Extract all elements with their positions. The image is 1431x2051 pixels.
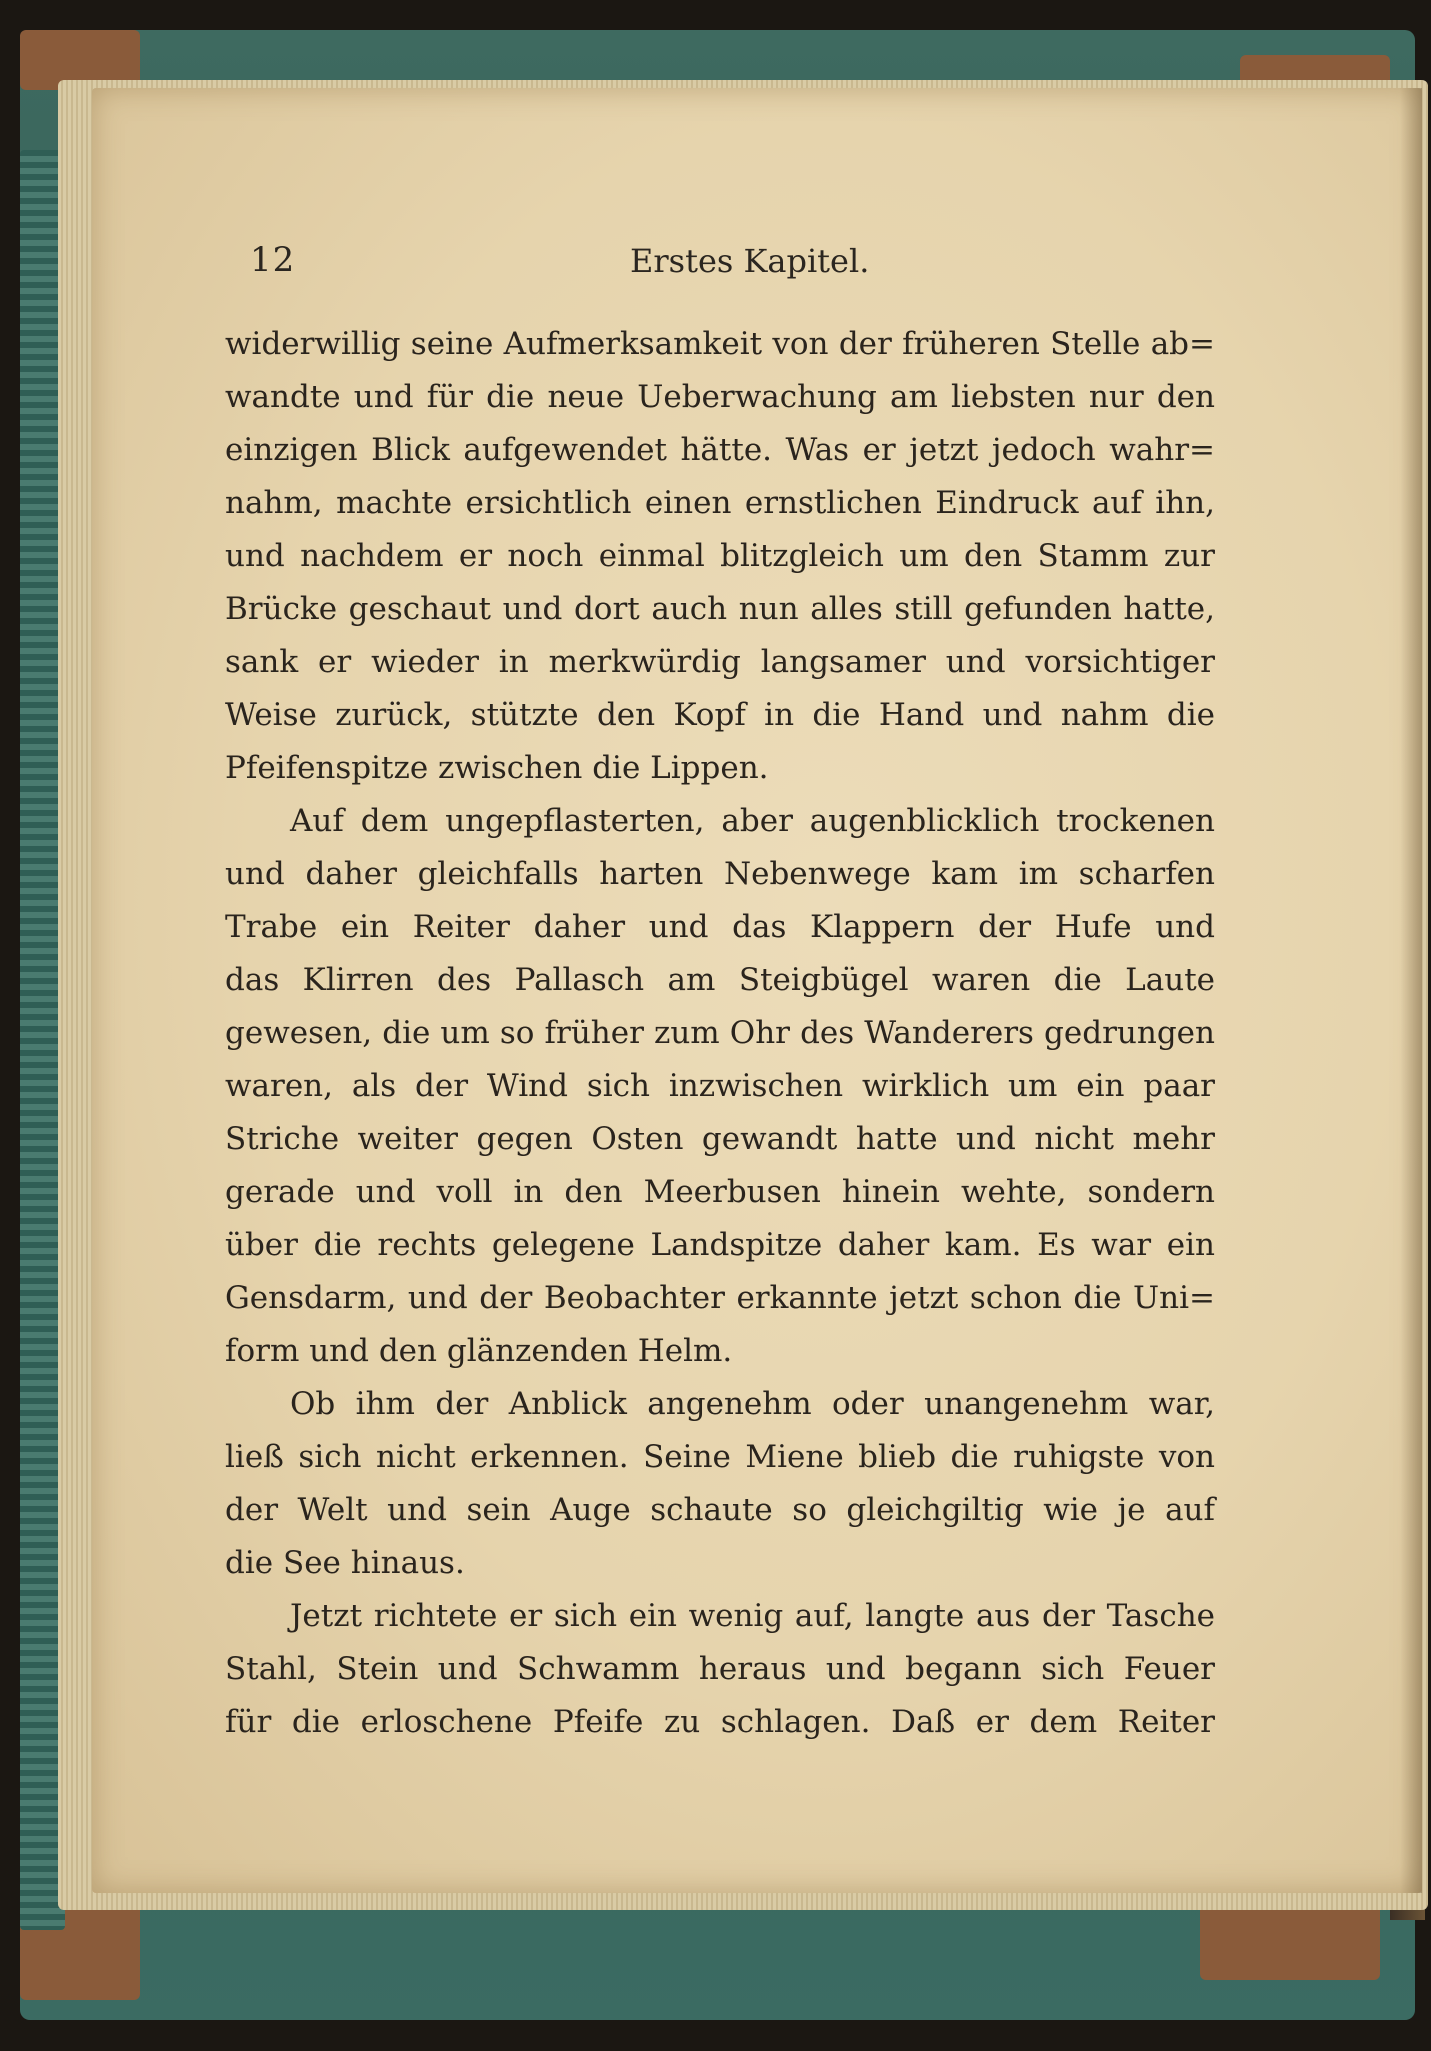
text-line: sank er wieder in merkwürdig langsamer und vorsichtiger [225, 644, 1215, 680]
text-line: gewesen, die um so früher zum Ohr des Wanderers gedrungen [225, 1015, 1215, 1051]
text-line: das Klirren des Pallasch am Steigbügel waren die Laute [225, 962, 1215, 998]
text-line: Pfeifenspitze zwischen die Lippen. [225, 750, 769, 786]
text-line: die See hinaus. [225, 1545, 465, 1581]
text-line: und nachdem er noch einmal blitzgleich um den Stamm zur [225, 538, 1215, 574]
text-line: Gensdarm, und der Beobachter erkannte jetzt schon die Uni= [225, 1280, 1215, 1316]
text-line: gerade und voll in den Meerbusen hinein wehte, sondern [225, 1174, 1215, 1210]
text-line: einzigen Blick aufgewendet hätte. Was er jetzt jedoch wahr= [225, 432, 1215, 468]
page-header [250, 240, 1240, 290]
text-line: Brücke geschaut und dort auch nun alles still gefunden hatte, [225, 591, 1215, 627]
text-line: Ob ihm der Anblick angenehm oder unangenehm war, [290, 1386, 1215, 1422]
text-line: für die erloschene Pfeife zu schlagen. Daß er dem Reiter [225, 1704, 1215, 1740]
text-line: widerwillig seine Aufmerksamkeit von der früheren Stelle ab= [225, 326, 1215, 362]
page-number: 12 [250, 240, 296, 280]
text-line: Trabe ein Reiter daher und das Klappern der Hufe und [225, 909, 1215, 945]
page-gutter-shadow [1400, 88, 1422, 1893]
text-line: Weise zurück, stützte den Kopf in die Hand und nahm die [225, 697, 1215, 733]
text-line: über die rechts gelegene Landspitze daher kam. Es war ein [225, 1227, 1215, 1263]
running-head: Erstes Kapitel. [630, 242, 870, 280]
text-line: Jetzt richtete er sich ein wenig auf, langte aus der Tasche [290, 1598, 1215, 1634]
text-line: wandte und für die neue Ueberwachung am liebsten nur den [225, 379, 1215, 415]
text-line: form und den glänzenden Helm. [225, 1333, 733, 1369]
text-line: Stahl, Stein und Schwamm heraus und begann sich Feuer [225, 1651, 1215, 1687]
text-line: waren, als der Wind sich inzwischen wirklich um ein paar [225, 1068, 1215, 1104]
text-line: der Welt und sein Auge schaute so gleichgiltig wie je auf [225, 1492, 1215, 1528]
body-text [225, 318, 1215, 1749]
text-line: und daher gleichfalls harten Nebenwege kam im scharfen [225, 856, 1215, 892]
text-line: nahm, machte ersichtlich einen ernstlichen Eindruck auf ihn, [225, 485, 1215, 521]
text-line: ließ sich nicht erkennen. Seine Miene blieb die ruhigste von [225, 1439, 1215, 1475]
text-line: Auf dem ungepflasterten, aber augenblicklich trockenen [290, 803, 1215, 839]
text-line: Striche weiter gegen Osten gewandt hatte und nicht mehr [225, 1121, 1215, 1157]
